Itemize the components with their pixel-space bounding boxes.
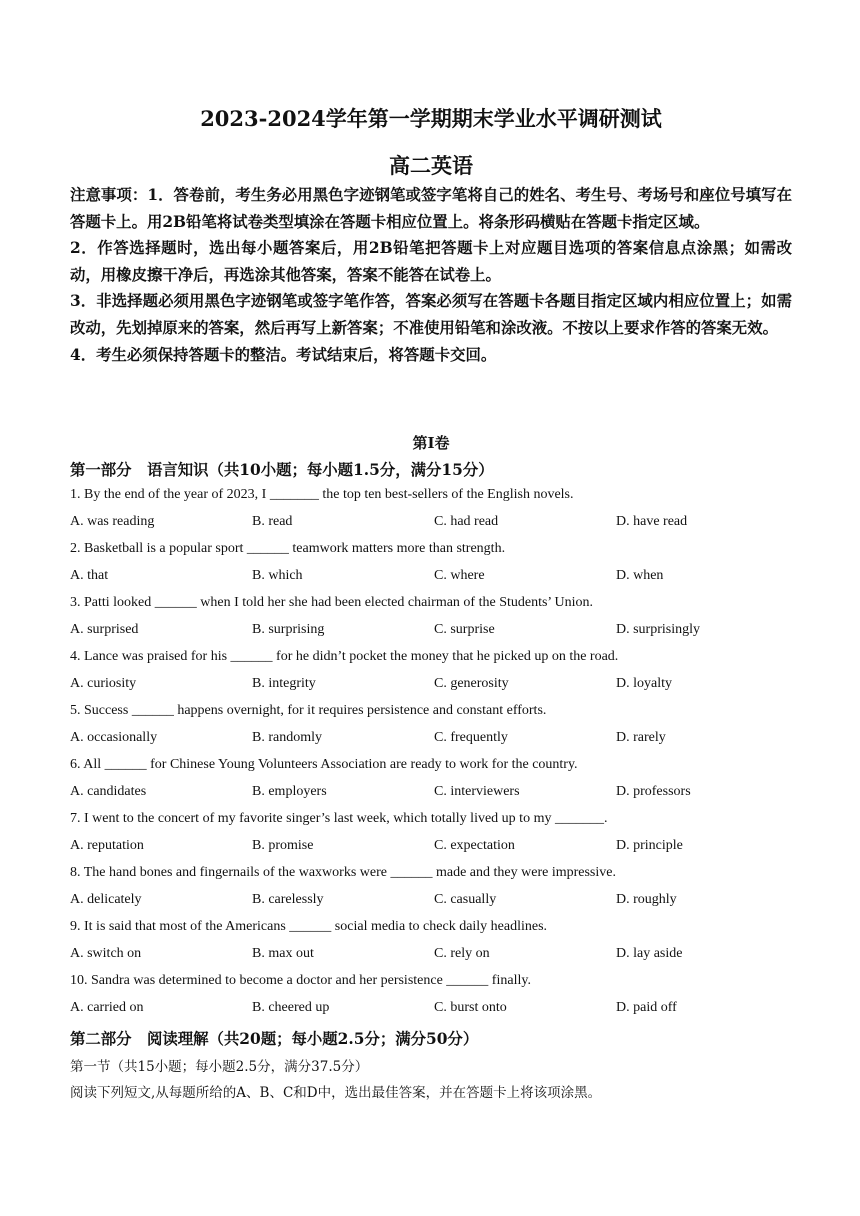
- question-stem: 7. I went to the concert of my favorite singer’s last week, which totally lived up to my _______.: [70, 811, 608, 826]
- part2-heading: 第二部分 阅读理解（共20题；每小题2.5分；满分50分）: [70, 1030, 479, 1048]
- question-options: [70, 730, 792, 750]
- exam-notice: [70, 182, 792, 368]
- option-d: D. surprisingly: [616, 622, 700, 637]
- reading-instruction: 阅读下列短文,从每题所给的A、B、C和D中，选出最佳答案，并在答题卡上将该项涂黑。: [70, 1085, 602, 1101]
- question-options: [70, 514, 792, 534]
- option-a: A. reputation: [70, 838, 144, 853]
- option-c: C. expectation: [434, 838, 515, 853]
- question-options: [70, 838, 792, 858]
- option-a: A. that: [70, 568, 109, 583]
- question-options: [70, 784, 792, 804]
- volume-heading: 第I卷: [412, 434, 450, 452]
- part1-heading: 第一部分 语言知识（共10小题；每小题1.5分，满分15分）: [70, 461, 494, 479]
- question-options: [70, 946, 792, 966]
- option-d: D. loyalty: [616, 676, 672, 691]
- option-d: D. when: [616, 568, 664, 583]
- section1-note: 第一节（共15小题；每小题2.5分，满分37.5分）: [70, 1059, 369, 1075]
- option-c: C. burst onto: [434, 1000, 507, 1015]
- option-d: D. rarely: [616, 730, 666, 745]
- question-options: [70, 1000, 792, 1020]
- question-options: [70, 892, 792, 912]
- option-c: C. rely on: [434, 946, 490, 961]
- option-a: A. surprised: [70, 622, 139, 637]
- question-stem: 9. It is said that most of the Americans ______ social media to check daily headlines.: [70, 919, 548, 934]
- option-b: B. promise: [252, 838, 314, 853]
- option-b: B. integrity: [252, 676, 316, 691]
- option-b: B. randomly: [252, 730, 322, 745]
- option-c: C. frequently: [434, 730, 508, 745]
- question-stem: 5. Success ______ happens overnight, for it requires persistence and constant efforts.: [70, 703, 547, 718]
- option-a: A. occasionally: [70, 730, 158, 745]
- option-a: A. delicately: [70, 892, 142, 907]
- option-a: A. carried on: [70, 1000, 144, 1015]
- question-stem: 3. Patti looked ______ when I told her she had been elected chairman of the Students’ Union.: [70, 595, 594, 610]
- option-c: C. had read: [434, 514, 499, 529]
- option-b: B. surprising: [252, 622, 325, 637]
- option-b: B. employers: [252, 784, 327, 799]
- option-a: A. candidates: [70, 784, 147, 799]
- option-b: B. max out: [252, 946, 314, 961]
- exam-subject: 高二英语: [389, 153, 473, 178]
- option-c: C. generosity: [434, 676, 509, 691]
- notice-item-4: 4．考生必须保持答题卡的整洁。考试结束后，将答题卡交回。: [70, 345, 497, 364]
- option-d: D. lay aside: [616, 946, 683, 961]
- option-d: D. principle: [616, 838, 683, 853]
- notice-item-3: 3．非选择题必须用黑色字迹钢笔或签字笔作答，答案必须写在答题卡各题目指定区域内相应位置上；如需改动，先划掉原来的答案，然后再写上新答案；不准使用铅笔和涂改液。不按以上要求作答的答案无效。: [70, 292, 792, 337]
- question-options: [70, 568, 792, 588]
- option-c: C. where: [434, 568, 485, 583]
- option-a: A. curiosity: [70, 676, 137, 691]
- question-stem: 8. The hand bones and fingernails of the waxworks were ______ made and they were impressive.: [70, 865, 616, 880]
- question-stem: 1. By the end of the year of 2023, I _______ the top ten best-sellers of the English novels.: [70, 487, 574, 502]
- option-d: D. paid off: [616, 1000, 677, 1015]
- question-stem: 4. Lance was praised for his ______ for he didn’t pocket the money that he picked up on the road.: [70, 649, 619, 664]
- option-c: C. casually: [434, 892, 497, 907]
- option-c: C. surprise: [434, 622, 495, 637]
- question-stem: 6. All ______ for Chinese Young Volunteers Association are ready to work for the country.: [70, 757, 578, 772]
- exam-title: 2023-2024学年第一学期期末学业水平调研测试: [200, 106, 662, 131]
- option-a: A. was reading: [70, 514, 155, 529]
- option-b: B. read: [252, 514, 293, 529]
- notice-item-2: 2．作答选择题时，选出每小题答案后，用2B铅笔把答题卡上对应题目选项的答案信息点涂黑；如需改动，用橡皮擦干净后，再选涂其他答案，答案不能答在试卷上。: [70, 239, 792, 284]
- option-d: D. roughly: [616, 892, 677, 907]
- question-options: [70, 676, 792, 696]
- question-stem: 2. Basketball is a popular sport ______ teamwork matters more than strength.: [70, 541, 506, 556]
- option-b: B. carelessly: [252, 892, 324, 907]
- notice-item-1: 注意事项：1．答卷前，考生务必用黑色字迹钢笔或签字笔将自己的姓名、考生号、考场号和座位号填写在答题卡上。用2B铅笔将试卷类型填涂在答题卡相应位置上。将条形码横贴在答题卡指定区域。: [70, 186, 792, 231]
- option-b: B. cheered up: [252, 1000, 330, 1015]
- option-d: D. have read: [616, 514, 688, 529]
- question-options: [70, 622, 792, 642]
- question-stem: 10. Sandra was determined to become a doctor and her persistence ______ finally.: [70, 973, 531, 988]
- option-c: C. interviewers: [434, 784, 520, 799]
- option-b: B. which: [252, 568, 303, 583]
- option-a: A. switch on: [70, 946, 142, 961]
- option-d: D. professors: [616, 784, 691, 799]
